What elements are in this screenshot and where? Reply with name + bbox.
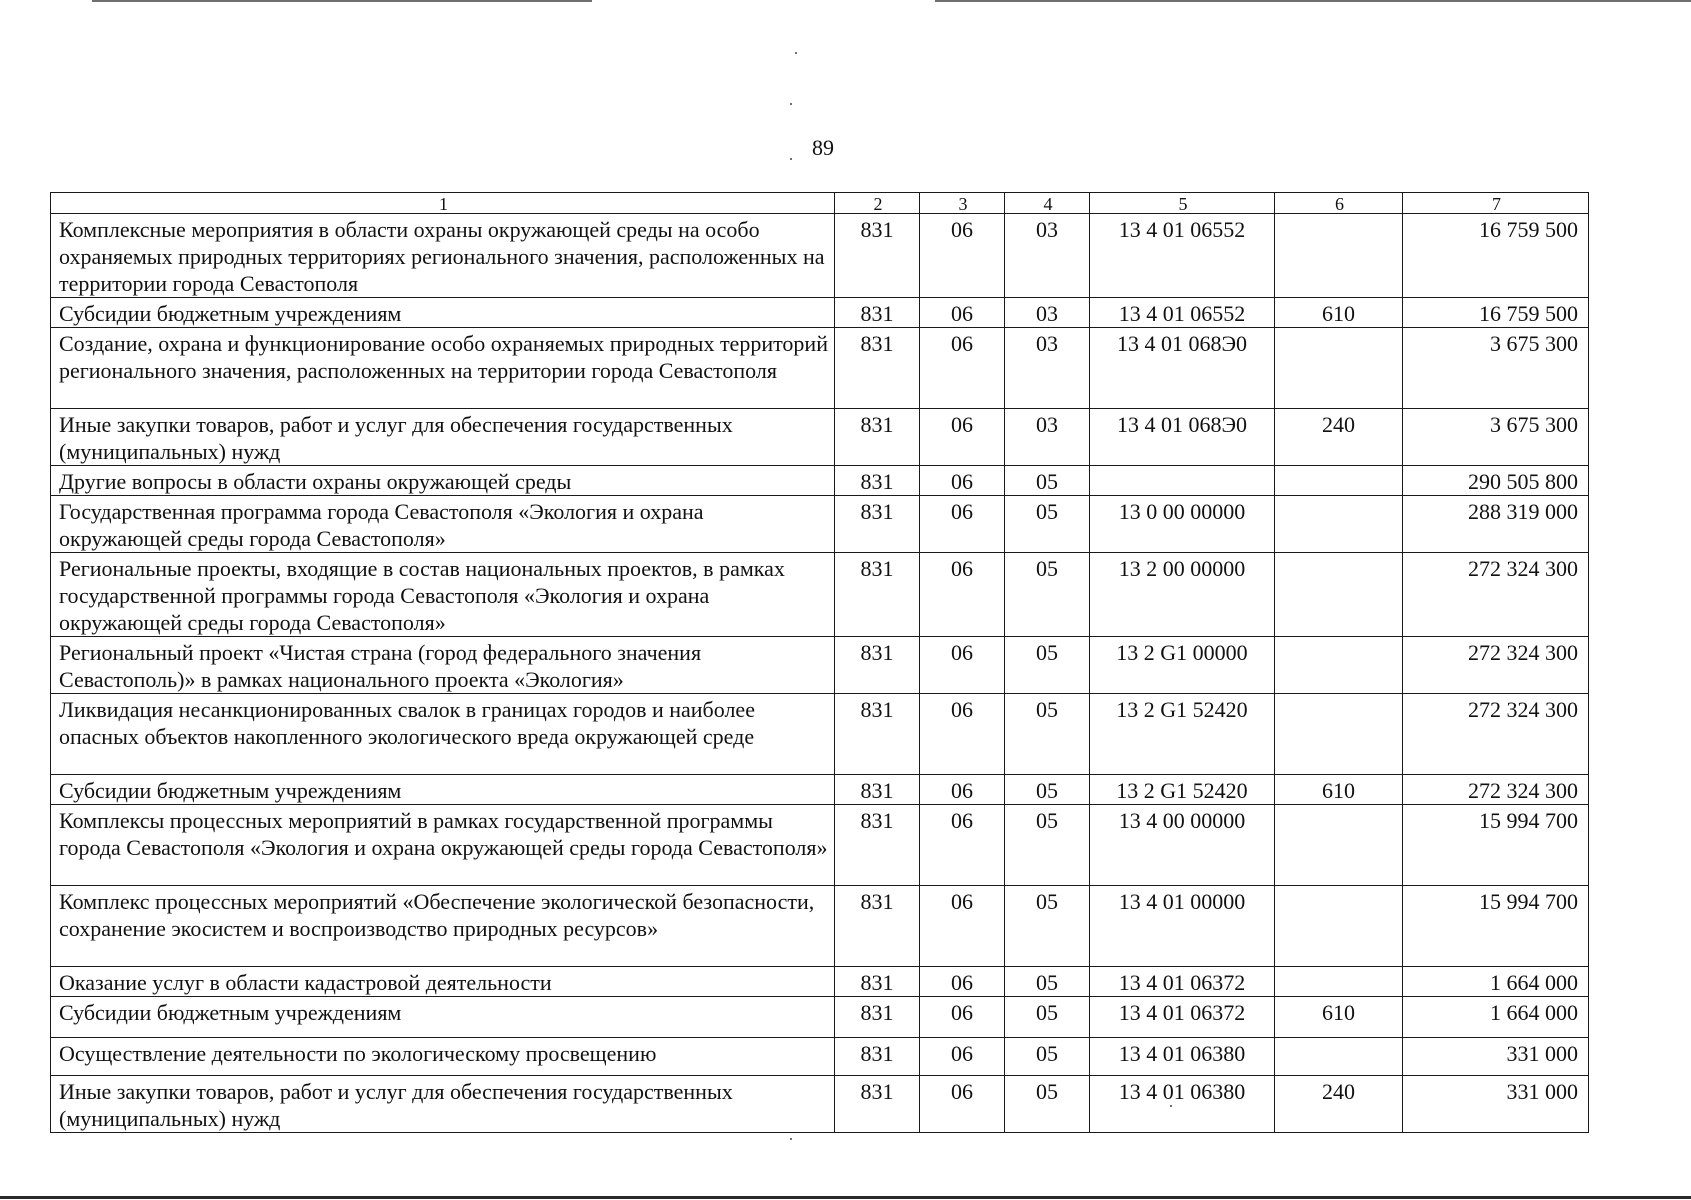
cell-target-article: 13 4 01 068Э0 <box>1090 328 1275 409</box>
header-row <box>51 193 1589 214</box>
cell-section: 06 <box>920 886 1005 967</box>
cell-amount: 16 759 500 <box>1403 214 1589 298</box>
scan-edge-bottom <box>0 1196 1691 1199</box>
cell-expense-type: 610 <box>1275 298 1403 328</box>
cell-ministry-code: 831 <box>835 298 920 328</box>
cell-amount: 15 994 700 <box>1403 886 1589 967</box>
cell-subsection: 05 <box>1005 886 1090 967</box>
cell-section: 06 <box>920 298 1005 328</box>
row-name: Государственная программа города Севастополя «Экология и охрана окружающей среды города Севастополя» <box>51 496 835 553</box>
cell-target-article: 13 4 00 00000 <box>1090 805 1275 886</box>
cell-section: 06 <box>920 694 1005 775</box>
cell-ministry-code: 831 <box>835 553 920 637</box>
cell-ministry-code: 831 <box>835 805 920 886</box>
table-row <box>51 997 1589 1038</box>
cell-subsection: 05 <box>1005 967 1090 997</box>
row-name: Субсидии бюджетным учреждениям <box>51 997 835 1038</box>
cell-ministry-code: 831 <box>835 997 920 1038</box>
cell-target-article: 13 4 01 06372 <box>1090 967 1275 997</box>
cell-section: 06 <box>920 775 1005 805</box>
cell-target-article: 13 4 01 06372 <box>1090 997 1275 1038</box>
cell-section: 06 <box>920 496 1005 553</box>
cell-subsection: 05 <box>1005 466 1090 496</box>
cell-target-article: 13 4 01 06552 <box>1090 214 1275 298</box>
table-row <box>51 409 1589 466</box>
cell-subsection: 05 <box>1005 997 1090 1038</box>
cell-ministry-code: 831 <box>835 1076 920 1133</box>
row-name: Иные закупки товаров, работ и услуг для обеспечения государственных (муниципальных) нужд <box>51 409 835 466</box>
cell-amount: 272 324 300 <box>1403 553 1589 637</box>
table-row <box>51 214 1589 298</box>
table-row <box>51 694 1589 775</box>
table-row <box>51 1076 1589 1133</box>
cell-amount: 331 000 <box>1403 1038 1589 1076</box>
cell-expense-type <box>1275 214 1403 298</box>
column-header: 3 <box>920 193 1005 214</box>
cell-target-article: 13 2 00 00000 <box>1090 553 1275 637</box>
cell-expense-type: 240 <box>1275 1076 1403 1133</box>
row-name: Создание, охрана и функционирование особо охраняемых природных территорий регионального значения, расположенных на территории города Севастополя <box>51 328 835 409</box>
cell-amount: 272 324 300 <box>1403 775 1589 805</box>
table-row <box>51 553 1589 637</box>
cell-expense-type <box>1275 466 1403 496</box>
cell-subsection: 05 <box>1005 1038 1090 1076</box>
scan-edge-top-right <box>935 0 1691 2</box>
cell-target-article: 13 2 G1 52420 <box>1090 694 1275 775</box>
row-name: Субсидии бюджетным учреждениям <box>51 298 835 328</box>
cell-target-article: 13 4 01 06380 <box>1090 1076 1275 1133</box>
cell-expense-type <box>1275 886 1403 967</box>
cell-expense-type <box>1275 1038 1403 1076</box>
row-name: Комплексные мероприятия в области охраны окружающей среды на особо охраняемых природных территориях регионального значения, расположенных на территории города Севастополя <box>51 214 835 298</box>
cell-amount: 272 324 300 <box>1403 694 1589 775</box>
row-name: Комплексы процессных мероприятий в рамках государственной программы города Севастополя «Экология и охрана окружающей среды города Севастополя» <box>51 805 835 886</box>
cell-ministry-code: 831 <box>835 694 920 775</box>
cell-target-article: 13 4 01 06552 <box>1090 298 1275 328</box>
cell-section: 06 <box>920 409 1005 466</box>
table-row <box>51 637 1589 694</box>
cell-section: 06 <box>920 805 1005 886</box>
row-name: Осуществление деятельности по экологическому просвещению <box>51 1038 835 1076</box>
cell-section: 06 <box>920 466 1005 496</box>
column-header: 6 <box>1275 193 1403 214</box>
cell-ministry-code: 831 <box>835 967 920 997</box>
cell-ministry-code: 831 <box>835 637 920 694</box>
cell-amount: 16 759 500 <box>1403 298 1589 328</box>
cell-expense-type: 240 <box>1275 409 1403 466</box>
cell-amount: 3 675 300 <box>1403 409 1589 466</box>
cell-subsection: 03 <box>1005 409 1090 466</box>
row-name: Оказание услуг в области кадастровой деятельности <box>51 967 835 997</box>
cell-subsection: 05 <box>1005 496 1090 553</box>
cell-amount: 288 319 000 <box>1403 496 1589 553</box>
scan-speck <box>790 1138 792 1140</box>
cell-ministry-code: 831 <box>835 214 920 298</box>
cell-subsection: 05 <box>1005 1076 1090 1133</box>
table-row <box>51 1038 1589 1076</box>
row-name: Иные закупки товаров, работ и услуг для обеспечения государственных (муниципальных) нужд <box>51 1076 835 1133</box>
cell-target-article: 13 4 01 068Э0 <box>1090 409 1275 466</box>
table-row <box>51 775 1589 805</box>
cell-expense-type <box>1275 805 1403 886</box>
cell-expense-type <box>1275 553 1403 637</box>
cell-expense-type <box>1275 496 1403 553</box>
cell-target-article <box>1090 466 1275 496</box>
table-row <box>51 967 1589 997</box>
cell-expense-type: 610 <box>1275 775 1403 805</box>
cell-target-article: 13 0 00 00000 <box>1090 496 1275 553</box>
cell-section: 06 <box>920 637 1005 694</box>
table-row <box>51 496 1589 553</box>
cell-target-article: 13 4 01 06380 <box>1090 1038 1275 1076</box>
scan-speck <box>790 158 792 160</box>
cell-ministry-code: 831 <box>835 886 920 967</box>
cell-ministry-code: 831 <box>835 1038 920 1076</box>
cell-amount: 272 324 300 <box>1403 637 1589 694</box>
column-header: 7 <box>1403 193 1589 214</box>
cell-amount: 1 664 000 <box>1403 967 1589 997</box>
cell-subsection: 05 <box>1005 694 1090 775</box>
row-name: Ликвидация несанкционированных свалок в границах городов и наиболее опасных объектов накопленного экологического вреда окружающей среде <box>51 694 835 775</box>
table-row <box>51 466 1589 496</box>
cell-subsection: 03 <box>1005 298 1090 328</box>
column-header: 1 <box>51 193 835 214</box>
cell-amount: 331 000 <box>1403 1076 1589 1133</box>
scan-speck <box>790 103 792 105</box>
cell-amount: 1 664 000 <box>1403 997 1589 1038</box>
cell-amount: 15 994 700 <box>1403 805 1589 886</box>
cell-amount: 290 505 800 <box>1403 466 1589 496</box>
row-name: Региональные проекты, входящие в состав национальных проектов, в рамках государственной программы города Севастополя «Экология и охрана окружающей среды города Севастополя» <box>51 553 835 637</box>
cell-ministry-code: 831 <box>835 466 920 496</box>
cell-subsection: 03 <box>1005 328 1090 409</box>
column-header: 5 <box>1090 193 1275 214</box>
cell-target-article: 13 2 G1 52420 <box>1090 775 1275 805</box>
budget-table <box>50 192 1589 1133</box>
scan-speck <box>795 52 797 54</box>
cell-ministry-code: 831 <box>835 775 920 805</box>
cell-subsection: 05 <box>1005 805 1090 886</box>
cell-section: 06 <box>920 328 1005 409</box>
cell-amount: 3 675 300 <box>1403 328 1589 409</box>
cell-section: 06 <box>920 967 1005 997</box>
row-name: Субсидии бюджетным учреждениям <box>51 775 835 805</box>
table-row <box>51 298 1589 328</box>
row-name: Региональный проект «Чистая страна (город федерального значения Севастополь)» в рамках национального проекта «Экология» <box>51 637 835 694</box>
table-row <box>51 886 1589 967</box>
cell-ministry-code: 831 <box>835 496 920 553</box>
cell-ministry-code: 831 <box>835 328 920 409</box>
row-name: Комплекс процессных мероприятий «Обеспечение экологической безопасности, сохранение экосистем и воспроизводство природных ресурсов» <box>51 886 835 967</box>
cell-section: 06 <box>920 553 1005 637</box>
cell-ministry-code: 831 <box>835 409 920 466</box>
cell-target-article: 13 4 01 00000 <box>1090 886 1275 967</box>
cell-expense-type <box>1275 694 1403 775</box>
cell-expense-type: 610 <box>1275 997 1403 1038</box>
cell-section: 06 <box>920 214 1005 298</box>
table-row <box>51 328 1589 409</box>
scan-edge-top-left <box>92 0 592 2</box>
cell-subsection: 05 <box>1005 637 1090 694</box>
cell-section: 06 <box>920 1038 1005 1076</box>
cell-expense-type <box>1275 328 1403 409</box>
cell-subsection: 05 <box>1005 553 1090 637</box>
column-header: 2 <box>835 193 920 214</box>
cell-subsection: 03 <box>1005 214 1090 298</box>
cell-expense-type <box>1275 637 1403 694</box>
row-name: Другие вопросы в области охраны окружающей среды <box>51 466 835 496</box>
page-number: 89 <box>812 135 834 160</box>
cell-section: 06 <box>920 997 1005 1038</box>
cell-subsection: 05 <box>1005 775 1090 805</box>
table-row <box>51 805 1589 886</box>
cell-expense-type <box>1275 967 1403 997</box>
column-header: 4 <box>1005 193 1090 214</box>
cell-section: 06 <box>920 1076 1005 1133</box>
cell-target-article: 13 2 G1 00000 <box>1090 637 1275 694</box>
